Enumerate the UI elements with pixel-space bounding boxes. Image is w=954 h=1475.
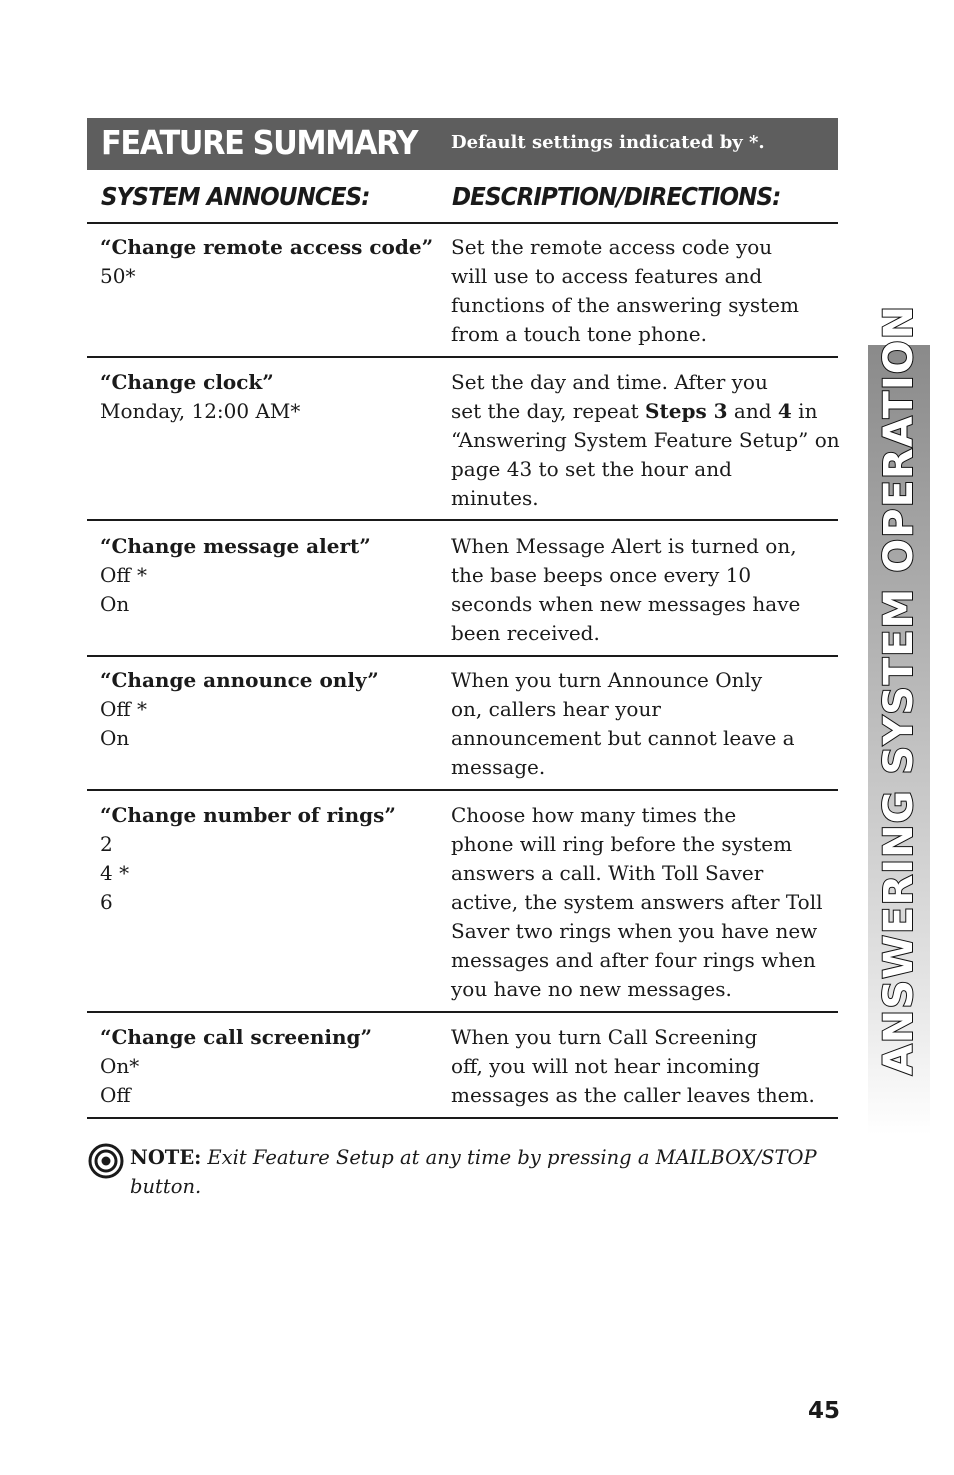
announce-label: “Change clock” bbox=[100, 370, 274, 394]
announce-cell bbox=[100, 801, 435, 917]
option-value: Monday, 12:00 AM* bbox=[100, 399, 301, 423]
note-text bbox=[130, 1143, 830, 1201]
option-value: On* bbox=[100, 1054, 140, 1078]
option-value: 2 bbox=[100, 832, 113, 856]
option-value: 50* bbox=[100, 264, 136, 288]
description-line: Choose how many times the bbox=[451, 803, 737, 827]
announce-cell bbox=[100, 532, 435, 619]
announce-cell bbox=[100, 1023, 435, 1110]
description-line: the base beeps once every 10 bbox=[451, 563, 752, 587]
announce-label: “Change message alert” bbox=[100, 534, 371, 558]
description-line: messages and after four rings when bbox=[451, 948, 816, 972]
table-divider bbox=[87, 789, 838, 791]
default-settings-note: Default settings indicated by *. bbox=[451, 132, 765, 153]
target-icon bbox=[88, 1143, 124, 1179]
feature-summary-header bbox=[87, 118, 838, 170]
description-line: minutes. bbox=[451, 486, 539, 510]
description-line: page 43 to set the hour and bbox=[451, 457, 732, 481]
table-divider bbox=[87, 356, 838, 358]
description-line: set the day, repeat Steps 3 and 4 in bbox=[451, 399, 818, 423]
description-line: Saver two rings when you have new bbox=[451, 919, 818, 943]
description-line: you have no new messages. bbox=[451, 977, 732, 1001]
announce-cell bbox=[100, 666, 435, 753]
announce-label: “Change remote access code” bbox=[100, 235, 434, 259]
description-cell bbox=[451, 233, 841, 349]
description-line: functions of the answering system bbox=[451, 293, 799, 317]
description-line: answers a call. With Toll Saver bbox=[451, 861, 764, 885]
option-value: Off bbox=[100, 1083, 131, 1107]
announce-cell bbox=[100, 233, 435, 291]
description-line: message. bbox=[451, 755, 546, 779]
table-divider bbox=[87, 655, 838, 657]
description-line: been received. bbox=[451, 621, 600, 645]
announce-label: “Change number of rings” bbox=[100, 803, 396, 827]
description-cell bbox=[451, 666, 841, 782]
description-line: “Answering System Feature Setup” on bbox=[451, 428, 840, 452]
description-line: seconds when new messages have bbox=[451, 592, 801, 616]
description-line: When you turn Announce Only bbox=[451, 668, 763, 692]
table-divider bbox=[87, 1117, 838, 1119]
side-tab-label: ANSWERING SYSTEM OPERATION bbox=[876, 304, 922, 1076]
option-value: Off * bbox=[100, 563, 147, 587]
table-divider bbox=[87, 222, 838, 224]
description-line: When Message Alert is turned on, bbox=[451, 534, 797, 558]
description-line: When you turn Call Screening bbox=[451, 1025, 758, 1049]
option-value: On bbox=[100, 726, 130, 750]
table-divider bbox=[87, 519, 838, 521]
table-divider bbox=[87, 1011, 838, 1013]
description-line: off, you will not hear incoming bbox=[451, 1054, 760, 1078]
description-line: Set the day and time. After you bbox=[451, 370, 768, 394]
column-header-system-announces: SYSTEM ANNOUNCES: bbox=[101, 182, 370, 211]
page-number: 45 bbox=[808, 1398, 841, 1424]
option-value: 4 * bbox=[100, 861, 130, 885]
announce-label: “Change announce only” bbox=[100, 668, 379, 692]
announce-label: “Change call screening” bbox=[100, 1025, 373, 1049]
description-line: from a touch tone phone. bbox=[451, 322, 707, 346]
description-line: on, callers hear your bbox=[451, 697, 661, 721]
announce-cell bbox=[100, 368, 435, 426]
description-line: will use to access features and bbox=[451, 264, 763, 288]
option-value: On bbox=[100, 592, 130, 616]
description-line: messages as the caller leaves them. bbox=[451, 1083, 815, 1107]
description-line: active, the system answers after Toll bbox=[451, 890, 823, 914]
description-cell bbox=[451, 1023, 841, 1110]
note-body: Exit Feature Setup at any time by pressing a MAILBOX/STOP button. bbox=[130, 1146, 817, 1198]
note-label: NOTE: bbox=[130, 1146, 202, 1169]
description-cell bbox=[451, 801, 841, 1004]
description-cell bbox=[451, 368, 841, 513]
description-cell bbox=[451, 532, 841, 648]
column-header-description: DESCRIPTION/DIRECTIONS: bbox=[452, 182, 781, 211]
description-line: Set the remote access code you bbox=[451, 235, 773, 259]
option-value: Off * bbox=[100, 697, 147, 721]
description-line: announcement but cannot leave a bbox=[451, 726, 795, 750]
description-line: phone will ring before the system bbox=[451, 832, 793, 856]
section-title: FEATURE SUMMARY bbox=[101, 123, 418, 162]
option-value: 6 bbox=[100, 890, 113, 914]
